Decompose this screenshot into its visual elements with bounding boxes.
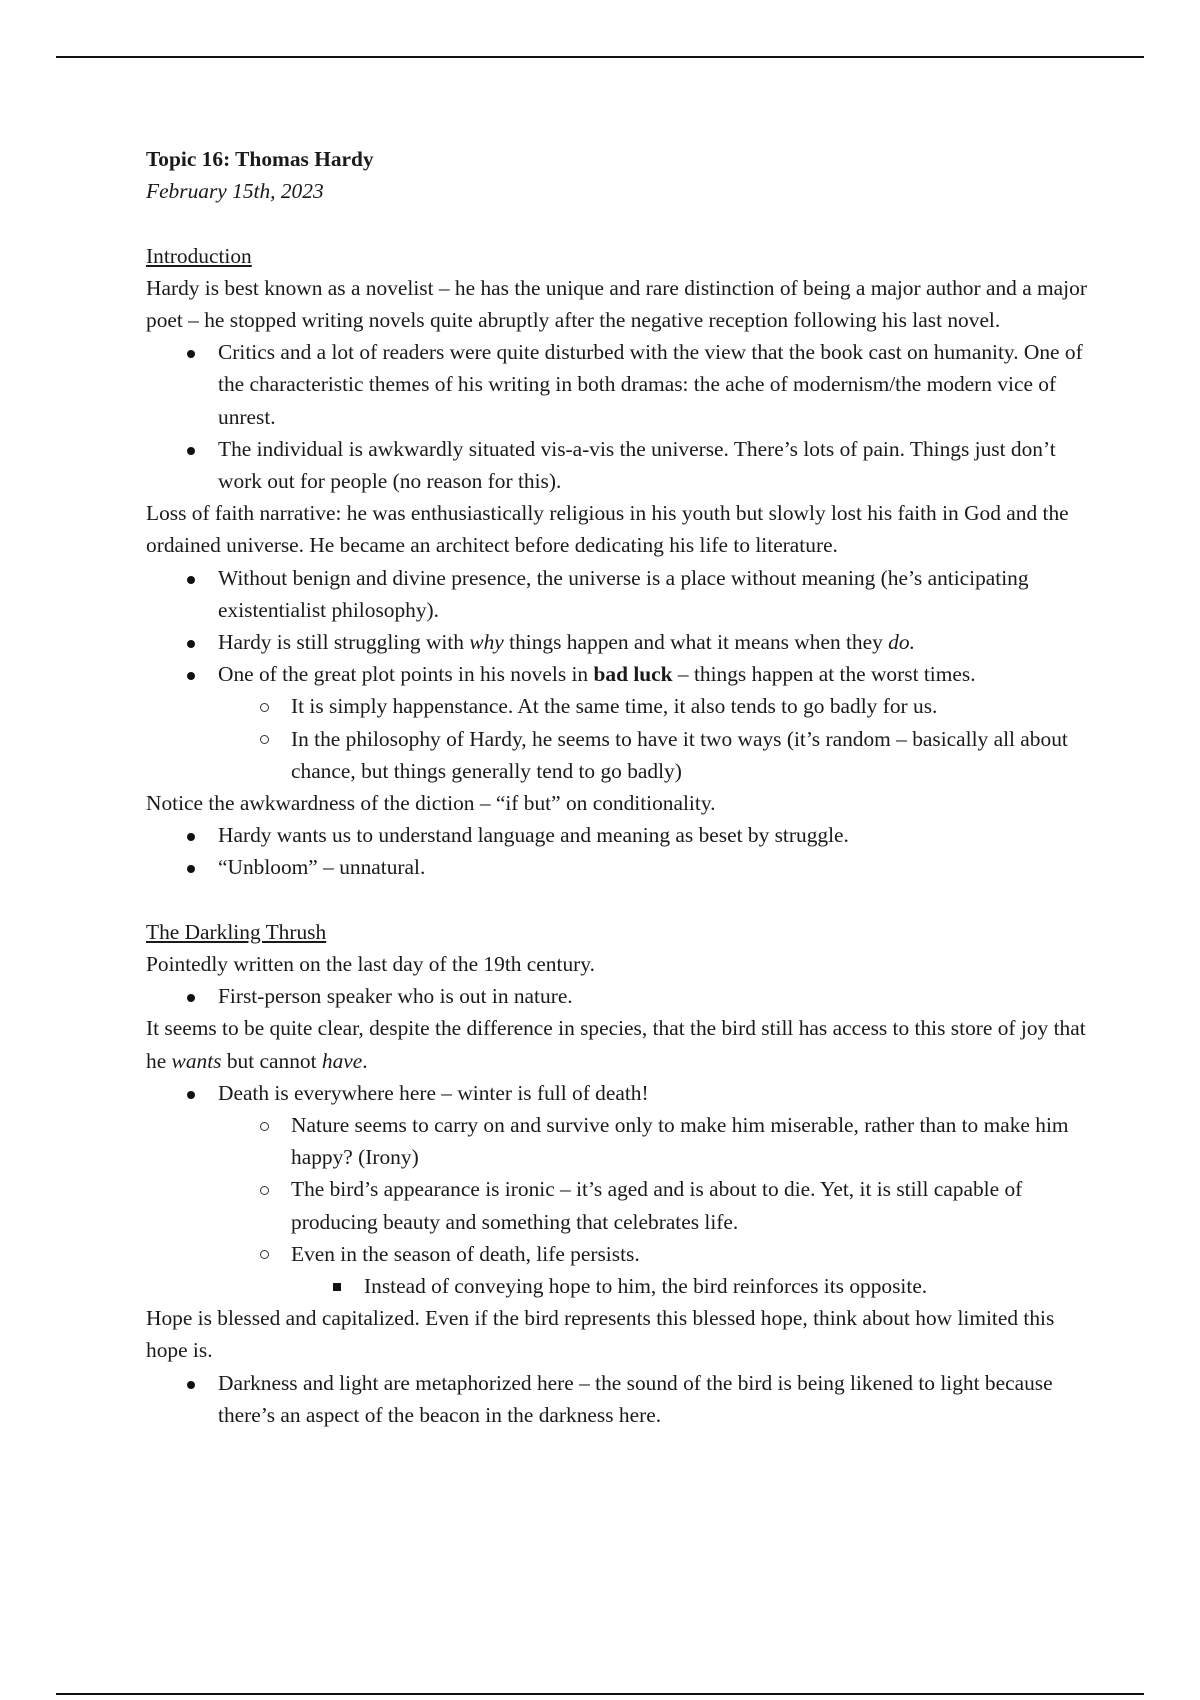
paragraph: Hardy is best known as a novelist – he has the unique and rare distinction of being a major author and a major poet – he stopped writing novels quite abruptly after the negative reception following his last novel.: [146, 275, 1087, 332]
list-item: [146, 1077, 1096, 1109]
hollow-circle-bullet-icon: [254, 723, 274, 755]
filled-circle-bullet-icon: [181, 626, 201, 658]
bullet-list: [146, 336, 1096, 497]
list-item: [146, 723, 1096, 787]
filled-circle-bullet-icon: [181, 433, 201, 465]
paragraph: Notice the awkwardness of the diction – “if but” on conditionality.: [146, 791, 716, 816]
document-title: Topic 16: Thomas Hardy: [146, 147, 374, 171]
list-item-text: “Unbloom” – unnatural.: [218, 855, 426, 880]
list-item: [146, 1367, 1096, 1431]
list-item: [146, 1109, 1096, 1173]
list-item: [146, 819, 1096, 851]
list-item-text: First-person speaker who is out in nature.: [218, 984, 573, 1009]
list-item: [146, 1173, 1096, 1237]
filled-circle-bullet-icon: [181, 980, 201, 1012]
spacer: [146, 884, 1096, 916]
bottom-rule: [56, 1693, 1144, 1695]
list-item-text: Death is everywhere here – winter is full of death!: [218, 1080, 649, 1105]
paragraph: Pointedly written on the last day of the 19th century.: [146, 952, 595, 977]
bullet-list: [146, 819, 1096, 883]
filled-circle-bullet-icon: [181, 819, 201, 851]
list-item-text: Hardy is still struggling with why things happen and what it means when they do.: [218, 630, 915, 655]
list-item: [146, 851, 1096, 883]
list-item-text: Darkness and light are metaphorized here – the sound of the bird is being likened to light because there’s an aspect of the beacon in the darkness here.: [218, 1370, 1053, 1427]
list-item-text: In the philosophy of Hardy, he seems to have it two ways (it’s random – basically all about chance, but things generally tend to go badly): [291, 726, 1068, 783]
list-item: [146, 1270, 1096, 1302]
filled-square-bullet-icon: [327, 1270, 347, 1302]
list-item-text: Hardy wants us to understand language and meaning as beset by struggle.: [218, 823, 849, 848]
spacer: [146, 207, 1096, 239]
document-page: [146, 143, 1096, 1431]
top-rule: [56, 56, 1144, 58]
hollow-circle-bullet-icon: [254, 1109, 274, 1141]
list-item: [146, 1238, 1096, 1270]
filled-circle-bullet-icon: [181, 1367, 201, 1399]
list-item-text: Nature seems to carry on and survive only to make him miserable, rather than to make him happy? (Irony): [291, 1113, 1069, 1170]
paragraph: Loss of faith narrative: he was enthusiastically religious in his youth but slowly lost his faith in God and the ordained universe. He became an architect before dedicating his life to literature.: [146, 501, 1069, 558]
hollow-circle-bullet-icon: [254, 1173, 274, 1205]
filled-circle-bullet-icon: [181, 658, 201, 690]
list-item-text: It is simply happenstance. At the same time, it also tends to go badly for us.: [291, 694, 938, 719]
bullet-list: [146, 1367, 1096, 1431]
hollow-circle-bullet-icon: [254, 690, 274, 722]
list-item-text: Without benign and divine presence, the universe is a place without meaning (he’s anticipating existentialist philosophy).: [218, 565, 1029, 622]
list-item: [146, 336, 1096, 433]
paragraph: It seems to be quite clear, despite the difference in species, that the bird still has access to this store of joy that he wants but cannot have.: [146, 1016, 1086, 1073]
list-item-text: Critics and a lot of readers were quite disturbed with the view that the book cast on humanity. One of the characteristic themes of his writing in both dramas: the ache of modernism/the modern vice of unrest.: [218, 340, 1083, 429]
list-item-text: Instead of conveying hope to him, the bird reinforces its opposite.: [364, 1274, 928, 1299]
section-heading: Introduction: [146, 243, 252, 268]
filled-circle-bullet-icon: [181, 851, 201, 883]
list-item-text: The bird’s appearance is ironic – it’s aged and is about to die. Yet, it is still capable of producing beauty and something that celebrates life.: [291, 1177, 1023, 1234]
list-item-text: One of the great plot points in his novels in bad luck – things happen at the worst times.: [218, 662, 976, 687]
bullet-list: [146, 980, 1096, 1012]
section-introduction: [146, 240, 1096, 884]
paragraph: Hope is blessed and capitalized. Even if the bird represents this blessed hope, think about how limited this hope is.: [146, 1306, 1055, 1363]
list-item: [146, 658, 1096, 690]
bullet-list: [146, 1077, 1096, 1302]
list-item-text: Even in the season of death, life persists.: [291, 1241, 640, 1266]
filled-circle-bullet-icon: [181, 1077, 201, 1109]
list-item: [146, 690, 1096, 722]
list-item: [146, 980, 1096, 1012]
filled-circle-bullet-icon: [181, 336, 201, 368]
bullet-list: [146, 562, 1096, 787]
list-item-text: The individual is awkwardly situated vis-a-vis the universe. There’s lots of pain. Things just don’t work out for people (no reason for this).: [218, 436, 1056, 494]
hollow-circle-bullet-icon: [254, 1238, 274, 1270]
list-item: [146, 626, 1096, 658]
filled-circle-bullet-icon: [181, 562, 201, 594]
list-item: [146, 562, 1096, 626]
section-darkling-thrush: [146, 916, 1096, 1431]
list-item: [146, 433, 1096, 497]
section-heading: The Darkling Thrush: [146, 919, 327, 944]
document-date: February 15th, 2023: [146, 179, 324, 204]
